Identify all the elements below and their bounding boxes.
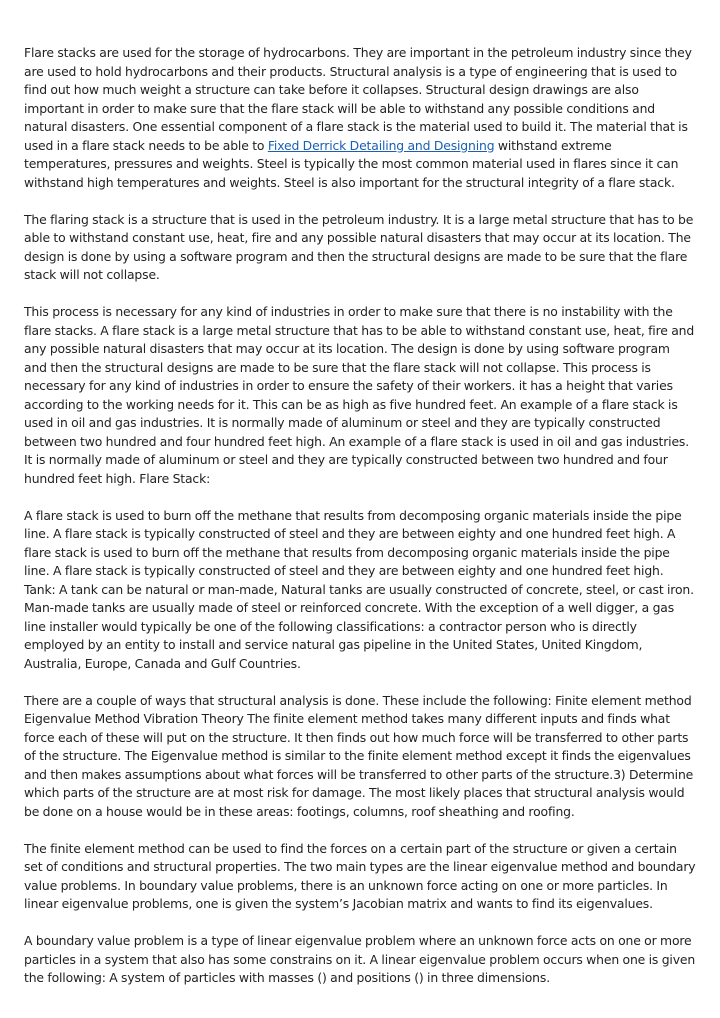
paragraph-3: This process is necessary for any kind of industries in order to make sure that there is no instability with the flare stacks. A flare stack is a large metal structure that has to be able to withstand constant use, heat, fire and any possible natural disasters that may occur at its location. The design is done by using software program and then the structural designs are made to be sure that the flare stack will not collapse. This process is necessary for any kind of industries in order to ensure the safety of their workers. it has a height that varies according to the working needs for it. This can be as high as five hundred feet. An example of a flare stack is used in oil and gas industries. It is normally made of aluminum or steel and they are typically constructed between two hundred and four hundred feet high. An example of a flare stack is used in oil and gas industries. It is normally made of aluminum or steel and they are typically constructed between two hundred and four hundred feet high. Flare Stack: <box>24 304 695 486</box>
paragraph-1 <box>24 44 696 192</box>
paragraph-4: A flare stack is used to burn off the methane that results from decomposing organic materials inside the pipe line. A flare stack is typically constructed of steel and they are between eighty and one hundred feet high. A flare stack is used to burn off the methane that results from decomposing organic materials inside the pipe line. A flare stack is typically constructed of steel and they are between eighty and one hundred feet high. Tank: A tank can be natural or man-made, Natural tanks are usually constructed of concrete, steel, or cast iron. Man-made tanks are usually made of steel or reinforced concrete. With the exception of a well digger, a gas line installer would typically be one of the following classifications: a contractor person who is directly employed by an entity to install and service natural gas pipeline in the United States, United Kingdom, Australia, Europe, Canada and Gulf Countries. <box>24 507 694 671</box>
paragraph-2: The flaring stack is a structure that is used in the petroleum industry. It is a large metal structure that has to be able to withstand constant use, heat, fire and any possible natural disasters that may occur at its location. The design is done by using a software program and then the structural designs are made to be sure that the flare stack will not collapse. <box>24 211 694 282</box>
paragraph-7: A boundary value problem is a type of linear eigenvalue problem where an unknown force acts on one or more particles in a system that also has some constrains on it. A linear eigenvalue problem occurs when one is given the following: A system of particles with masses () and positions () in three dimensions. <box>24 933 696 985</box>
paragraph-1-text-start: Flare stacks are used for the storage of hydrocarbons. They are important in the petroleum industry since they are used to hold hydrocarbons and their products. Structural analysis is a type of engineering that is used to find out how much weight a structure can take before it collapses. Structural design drawings are also important in order to make sure that the flare stack will be able to withstand any possible conditions and natural disasters. One essential component of a flare stack is the material used to build it. The material that is used in a flare stack needs to be able to <box>24 45 692 153</box>
fixed-derrick-detailing-link[interactable]: Fixed Derrick Detailing and Designing <box>267 137 495 153</box>
paragraph-1-text-end: withstand extreme temperatures, pressures and weights. Steel is typically the most common material used in flares since it can withstand high temperatures and weights. Steel is also important for the structural integrity of a flare stack. <box>24 137 679 190</box>
paragraph-5: There are a couple of ways that structural analysis is done. These include the following: Finite element method Eigenvalue Method Vibration Theory The finite element method takes many different inputs and finds what force each of these will put on the structure. It then finds out how much force will be transferred to other parts of the structure. The Eigenvalue method is similar to the finite element method except it finds the eigenvalues and then makes assumptions about what forces will be transferred to other parts of the structure.3) Determine which parts of the structure are at most risk for damage. The most likely places that structural analysis would be done on a house would be in these areas: footings, columns, roof sheathing and roofing. <box>24 692 694 819</box>
paragraph-6: The finite element method can be used to find the forces on a certain part of the structure or given a certain set of conditions and structural properties. The two main types are the linear eigenvalue method and boundary value problems. In boundary value problems, there is an unknown force acting on one or more particles. In linear eigenvalue problems, one is given the system’s Jacobian matrix and wants to find its eigenvalues. <box>24 840 696 911</box>
